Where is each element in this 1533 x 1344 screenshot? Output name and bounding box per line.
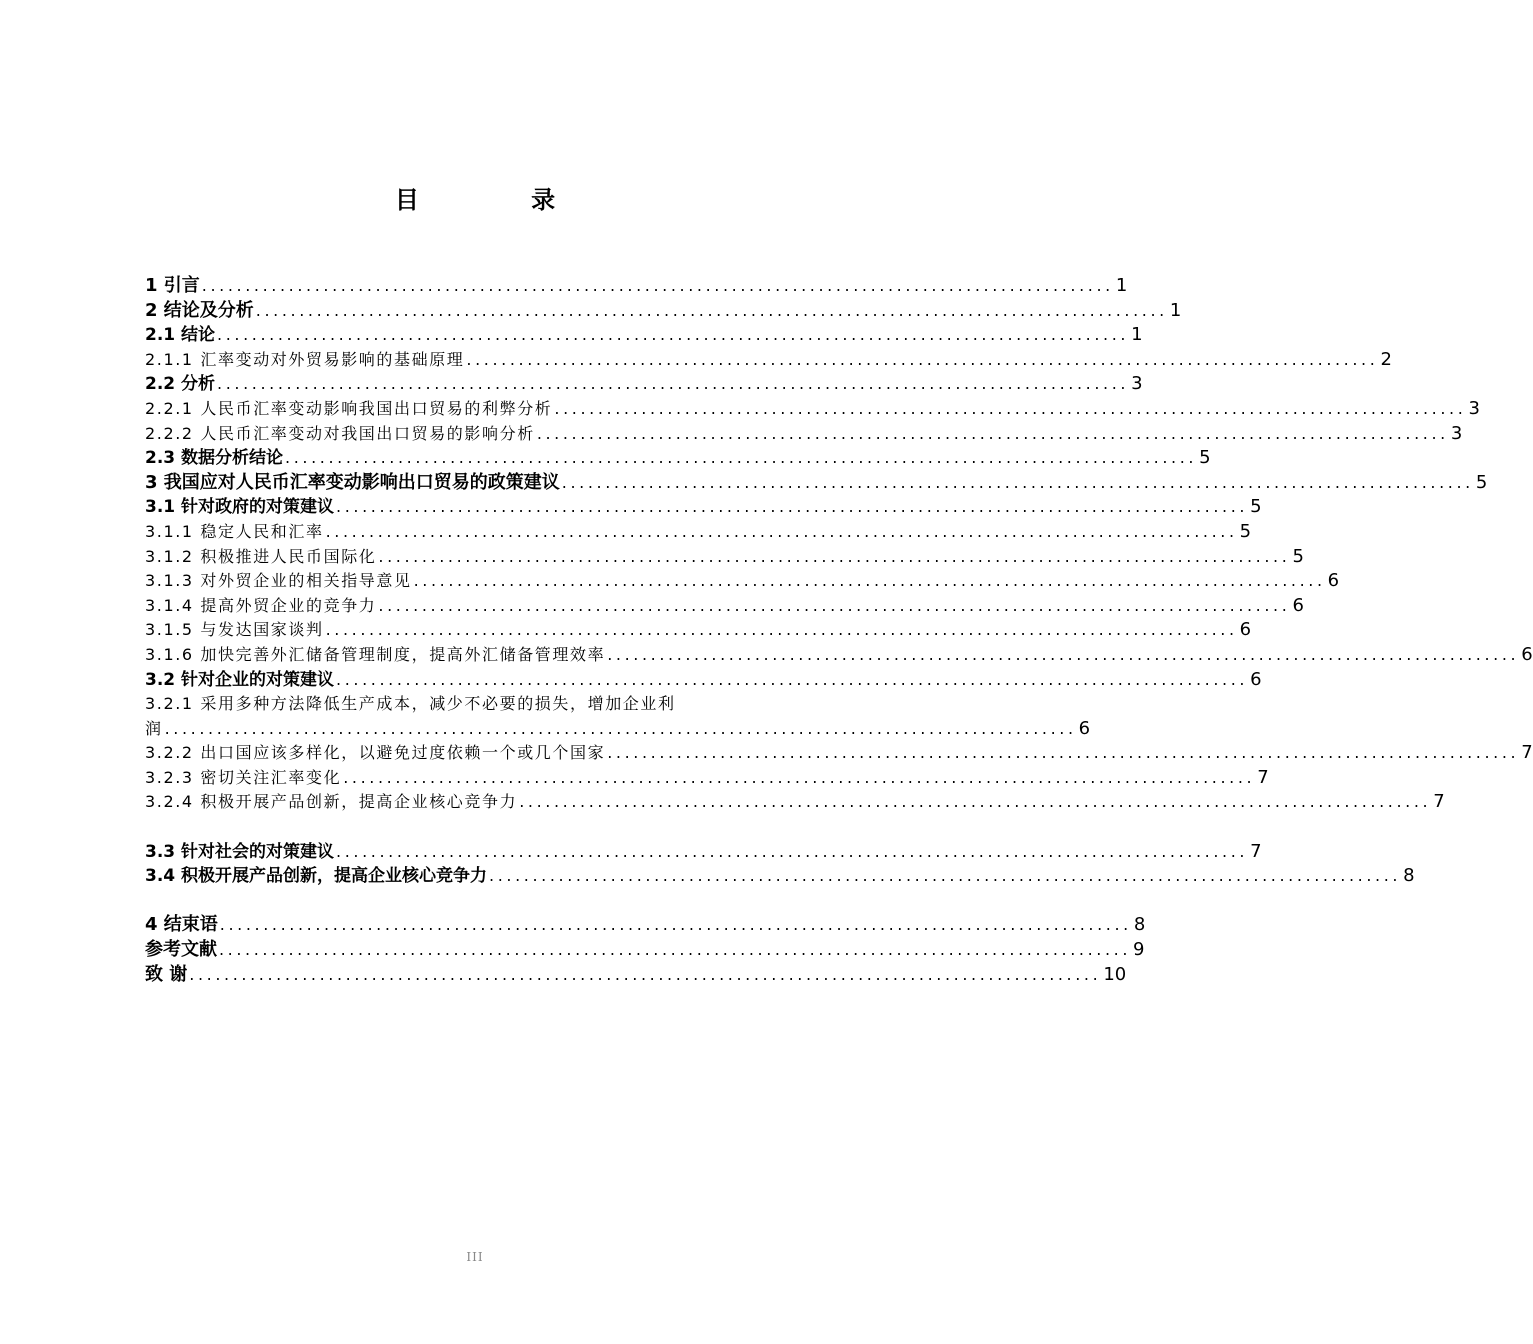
toc-entry[interactable]	[145, 790, 1445, 815]
toc-entry-title: 润	[145, 718, 163, 738]
toc-dot-leader: .........................................................................................................	[466, 349, 1379, 369]
toc-page-number: 6	[1327, 570, 1340, 592]
toc-entry[interactable]	[145, 299, 1182, 324]
toc-entry[interactable]	[145, 840, 1262, 865]
toc-dot-leader: .........................................................................................................	[217, 374, 1130, 394]
toc-page-number: 3	[1468, 397, 1480, 419]
toc-page-number: 6	[1292, 594, 1304, 616]
toc-page-number: 1	[1131, 324, 1143, 346]
toc-page-number: 10	[1103, 963, 1127, 985]
toc-page-number: 6	[1250, 668, 1262, 690]
toc-entry[interactable]	[145, 446, 1211, 471]
toc-entry-title: 3.1.5 与发达国家谈判	[145, 620, 324, 640]
toc-dot-leader: .........................................................................................................	[189, 964, 1102, 984]
toc-entry-title: 3.1.2 积极推进人民币国际化	[145, 546, 377, 566]
toc-entry-title[interactable]: 3.2.1 采用多种方法降低生产成本，减少不必要的损失，增加企业利	[145, 694, 676, 714]
toc-entry-title: 3.1.6 加快完善外汇储备管理制度，提高外汇储备管理效率	[145, 644, 606, 664]
toc-entry[interactable]	[145, 938, 1145, 963]
toc-page-number: 3	[1450, 422, 1463, 444]
toc-entry[interactable]	[145, 766, 1269, 791]
toc-entry-title: 2.2 分析	[145, 374, 216, 395]
toc-entry-title: 3.2.4 积极开展产品创新，提高企业核心竞争力	[145, 792, 518, 812]
toc-dot-leader: .........................................................................................................	[336, 669, 1249, 689]
toc-gap	[145, 889, 807, 914]
toc-entry[interactable]	[145, 520, 1252, 545]
toc-dot-leader: .........................................................................................................	[336, 841, 1249, 861]
toc-dot-leader: .........................................................................................................	[519, 792, 1432, 812]
toc-entry-title: 3 我国应对人民币汇率变动影响出口贸易的政策建议	[145, 471, 560, 493]
toc-entry[interactable]	[145, 397, 1480, 422]
toc-entry-title: 2 结论及分析	[145, 299, 254, 321]
toc-entry-title: 3.1 针对政府的对策建议	[145, 497, 335, 518]
toc-entry[interactable]	[145, 864, 1415, 889]
toc-entry[interactable]	[145, 569, 1340, 594]
toc-entry-title: 4 结束语	[145, 914, 218, 936]
toc-entry[interactable]	[145, 323, 1143, 348]
toc-page-number: 7	[1250, 840, 1262, 862]
toc-dot-leader: .........................................................................................................	[325, 620, 1238, 640]
toc-page-number: 5	[1292, 545, 1304, 567]
toc-page-number: 2	[1380, 348, 1392, 370]
toc-page-number: 1	[1115, 275, 1128, 296]
toc-entry-title: 3.1.4 提高外贸企业的竞争力	[145, 595, 377, 615]
toc-entry-title: 2.1 结论	[145, 325, 216, 346]
toc-dot-leader: .........................................................................................................	[201, 276, 1114, 295]
toc-page-number: 6	[1521, 643, 1533, 665]
toc-entry[interactable]	[145, 372, 1143, 397]
toc-entry-title: 致 谢	[145, 963, 188, 985]
toc-dot-leader: .........................................................................................................	[325, 521, 1238, 541]
toc-dot-leader: .........................................................................................................	[561, 472, 1474, 492]
toc-dot-leader: .........................................................................................................	[343, 767, 1256, 787]
toc-entry-title: 2.3 数据分析结论	[145, 448, 284, 469]
toc-entry-title: 3.2 针对企业的对策建议	[145, 669, 335, 690]
toc-dot-leader: .........................................................................................................	[285, 448, 1198, 468]
toc-page-number: 7	[1521, 742, 1533, 764]
toc-dot-leader: .........................................................................................................	[413, 571, 1326, 591]
toc-entry[interactable]	[145, 594, 1304, 619]
toc-entry-title: 1 引言	[145, 275, 200, 296]
toc-entry[interactable]	[145, 668, 1262, 693]
toc-dot-leader: .........................................................................................................	[255, 300, 1168, 320]
toc-entry-title: 参考文献	[145, 939, 217, 961]
toc-dot-leader: .........................................................................................................	[536, 423, 1449, 443]
toc-entry-title: 3.3 针对社会的对策建议	[145, 841, 335, 862]
toc-entry[interactable]	[145, 717, 1091, 742]
toc-entry[interactable]	[145, 545, 1304, 570]
toc-page-number: 5	[1250, 496, 1262, 518]
toc-page-number: 1	[1169, 299, 1182, 321]
toc-page-number: 3	[1131, 373, 1143, 395]
toc-dot-leader: .........................................................................................................	[219, 915, 1132, 935]
page-title: 目 录	[394, 186, 608, 214]
table-of-contents	[145, 274, 1533, 987]
toc-entry-title: 3.2.3 密切关注汇率变化	[145, 767, 342, 787]
toc-entry-title: 3.4 积极开展产品创新，提高企业核心竞争力	[145, 866, 488, 887]
toc-dot-leader: .........................................................................................................	[378, 595, 1291, 615]
toc-entry[interactable]	[145, 963, 1127, 988]
toc-entry-title: 3.1.3 对外贸企业的相关指导意见	[145, 571, 412, 591]
toc-entry[interactable]	[145, 913, 1146, 938]
toc-entry-title: 3.2.2 出口国应该多样化，以避免过度依赖一个或几个国家	[145, 743, 606, 763]
toc-entry[interactable]	[145, 348, 1392, 373]
toc-page-number: 8	[1403, 865, 1415, 887]
toc-page-number: 6	[1239, 619, 1252, 641]
toc-page-number: 5	[1239, 520, 1252, 542]
toc-dot-leader: .........................................................................................................	[336, 497, 1249, 517]
toc-page-number: 7	[1433, 791, 1445, 813]
toc-dot-leader: .........................................................................................................	[489, 866, 1402, 886]
toc-dot-leader: .........................................................................................................	[217, 325, 1130, 345]
toc-dot-leader: .........................................................................................................	[607, 644, 1520, 664]
toc-page-number: 5	[1475, 471, 1488, 493]
toc-page-number: 9	[1133, 939, 1145, 961]
toc-dot-leader: .........................................................................................................	[378, 546, 1291, 566]
toc-dot-leader: .........................................................................................................	[164, 718, 1077, 738]
toc-entry[interactable]	[145, 495, 1262, 520]
toc-entry[interactable]	[145, 643, 1533, 668]
toc-entry-title: 3.1.1 稳定人民和汇率	[145, 521, 324, 541]
toc-entry[interactable]	[145, 274, 1128, 299]
toc-entry[interactable]	[145, 422, 1463, 447]
toc-entry-title: 2.2.2 人民币汇率变动对我国出口贸易的影响分析	[145, 423, 535, 443]
toc-entry[interactable]	[145, 618, 1252, 643]
toc-page-number: 7	[1257, 766, 1269, 788]
toc-page-number: 5	[1199, 447, 1211, 469]
toc-dot-leader: .........................................................................................................	[607, 743, 1520, 763]
toc-page-number: 8	[1133, 914, 1146, 936]
toc-entry-title: 2.2.1 人民币汇率变动影响我国出口贸易的利弊分析	[145, 398, 553, 418]
toc-entry[interactable]	[145, 741, 1533, 766]
page-number: III	[466, 1250, 484, 1264]
toc-entry[interactable]	[145, 471, 1488, 496]
toc-dot-leader: .........................................................................................................	[554, 398, 1467, 418]
toc-entry-title: 2.1.1 汇率变动对外贸易影响的基础原理	[145, 349, 465, 369]
toc-gap	[145, 815, 807, 840]
toc-dot-leader: .........................................................................................................	[219, 940, 1132, 960]
toc-page-number: 6	[1078, 717, 1091, 739]
